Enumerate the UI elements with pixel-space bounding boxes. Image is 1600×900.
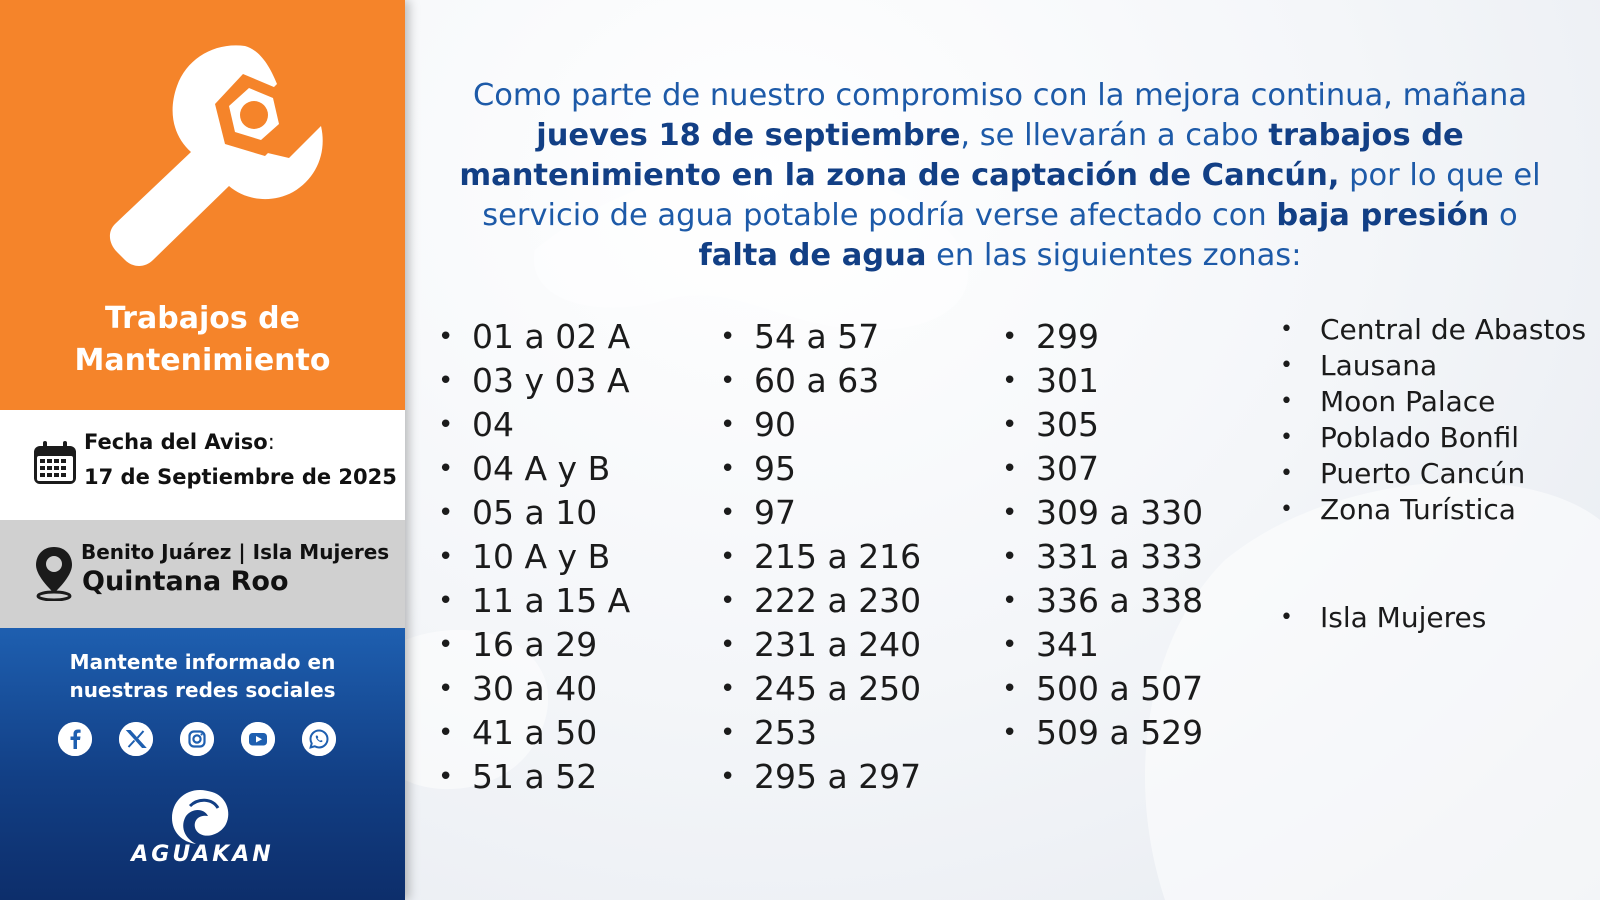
list-item: • 97 <box>720 491 921 535</box>
aguakan-logo-mark <box>168 786 232 846</box>
brand-name: AGUAKAN <box>131 842 274 867</box>
list-item: • 03 y 03 A <box>438 359 630 403</box>
list-item: • 253 <box>720 711 921 755</box>
list-item: • Zona Turística <box>1280 492 1586 528</box>
list-item: • 509 a 529 <box>1002 711 1203 755</box>
zone-list-column-3 <box>1002 315 1203 755</box>
whatsapp-icon[interactable] <box>302 722 336 756</box>
list-item: • 54 a 57 <box>720 315 921 359</box>
list-item: • Poblado Bonfil <box>1280 420 1586 456</box>
list-item: • 30 a 40 <box>438 667 630 711</box>
page-title <box>0 298 405 382</box>
zone-list-column-4 <box>1280 312 1586 528</box>
list-item: • Central de Abastos <box>1280 312 1586 348</box>
list-item: • 04 <box>438 403 630 447</box>
title-line-1: Trabajos de <box>105 301 300 336</box>
sidebar <box>0 0 405 900</box>
list-item: • 222 a 230 <box>720 579 921 623</box>
list-item: • 01 a 02 A <box>438 315 630 359</box>
notice-date-label: Fecha del Aviso: <box>84 430 275 454</box>
notice-date-value: 17 de Septiembre de 2025 <box>84 465 397 489</box>
list-item: • Lausana <box>1280 348 1586 384</box>
list-item: • 245 a 250 <box>720 667 921 711</box>
list-item: • 305 <box>1002 403 1203 447</box>
list-item: • 51 a 52 <box>438 755 630 799</box>
list-item: • Puerto Cancún <box>1280 456 1586 492</box>
instagram-icon[interactable] <box>180 722 214 756</box>
title-line-2: Mantenimiento <box>74 343 331 378</box>
list-item: • 231 a 240 <box>720 623 921 667</box>
list-item: • 336 a 338 <box>1002 579 1203 623</box>
social-caption: Mantente informado en nuestras redes sociales <box>69 650 336 702</box>
list-item: • 299 <box>1002 315 1203 359</box>
social-icons <box>58 722 348 758</box>
zone-list-column-2 <box>720 315 921 799</box>
intro-paragraph: Como parte de nuestro compromiso con la mejora continua, mañana jueves 18 de septiembre, se llevarán a cabo trabajos de mantenimiento en la zona de captación de Cancún, por lo que el servicio de agua potable podría verse afectado con baja presión o falta de agua en las siguientes zonas: <box>459 78 1541 273</box>
youtube-icon[interactable] <box>241 722 275 756</box>
list-item: • 295 a 297 <box>720 755 921 799</box>
list-item: • 215 a 216 <box>720 535 921 579</box>
calendar-icon <box>32 440 78 486</box>
list-item: • 331 a 333 <box>1002 535 1203 579</box>
list-item: • Moon Palace <box>1280 384 1586 420</box>
list-item: • 16 a 29 <box>438 623 630 667</box>
location-state: Quintana Roo <box>82 566 289 597</box>
list-item: • 309 a 330 <box>1002 491 1203 535</box>
list-item: • 95 <box>720 447 921 491</box>
list-item: • 05 a 10 <box>438 491 630 535</box>
x-icon[interactable] <box>119 722 153 756</box>
list-item: • Isla Mujeres <box>1280 600 1486 636</box>
list-item: • 41 a 50 <box>438 711 630 755</box>
list-item: • 500 a 507 <box>1002 667 1203 711</box>
list-item: • 11 a 15 A <box>438 579 630 623</box>
location-municipalities: Benito Juárez | Isla Mujeres <box>81 540 390 564</box>
zone-list-column-5 <box>1280 600 1486 636</box>
map-pin-icon <box>34 545 74 601</box>
list-item: • 90 <box>720 403 921 447</box>
list-item: • 307 <box>1002 447 1203 491</box>
facebook-icon[interactable] <box>58 722 92 756</box>
zone-list-column-1 <box>438 315 630 799</box>
list-item: • 341 <box>1002 623 1203 667</box>
list-item: • 301 <box>1002 359 1203 403</box>
list-item: • 10 A y B <box>438 535 630 579</box>
list-item: • 60 a 63 <box>720 359 921 403</box>
list-item: • 04 A y B <box>438 447 630 491</box>
wrench-icon <box>95 40 325 270</box>
